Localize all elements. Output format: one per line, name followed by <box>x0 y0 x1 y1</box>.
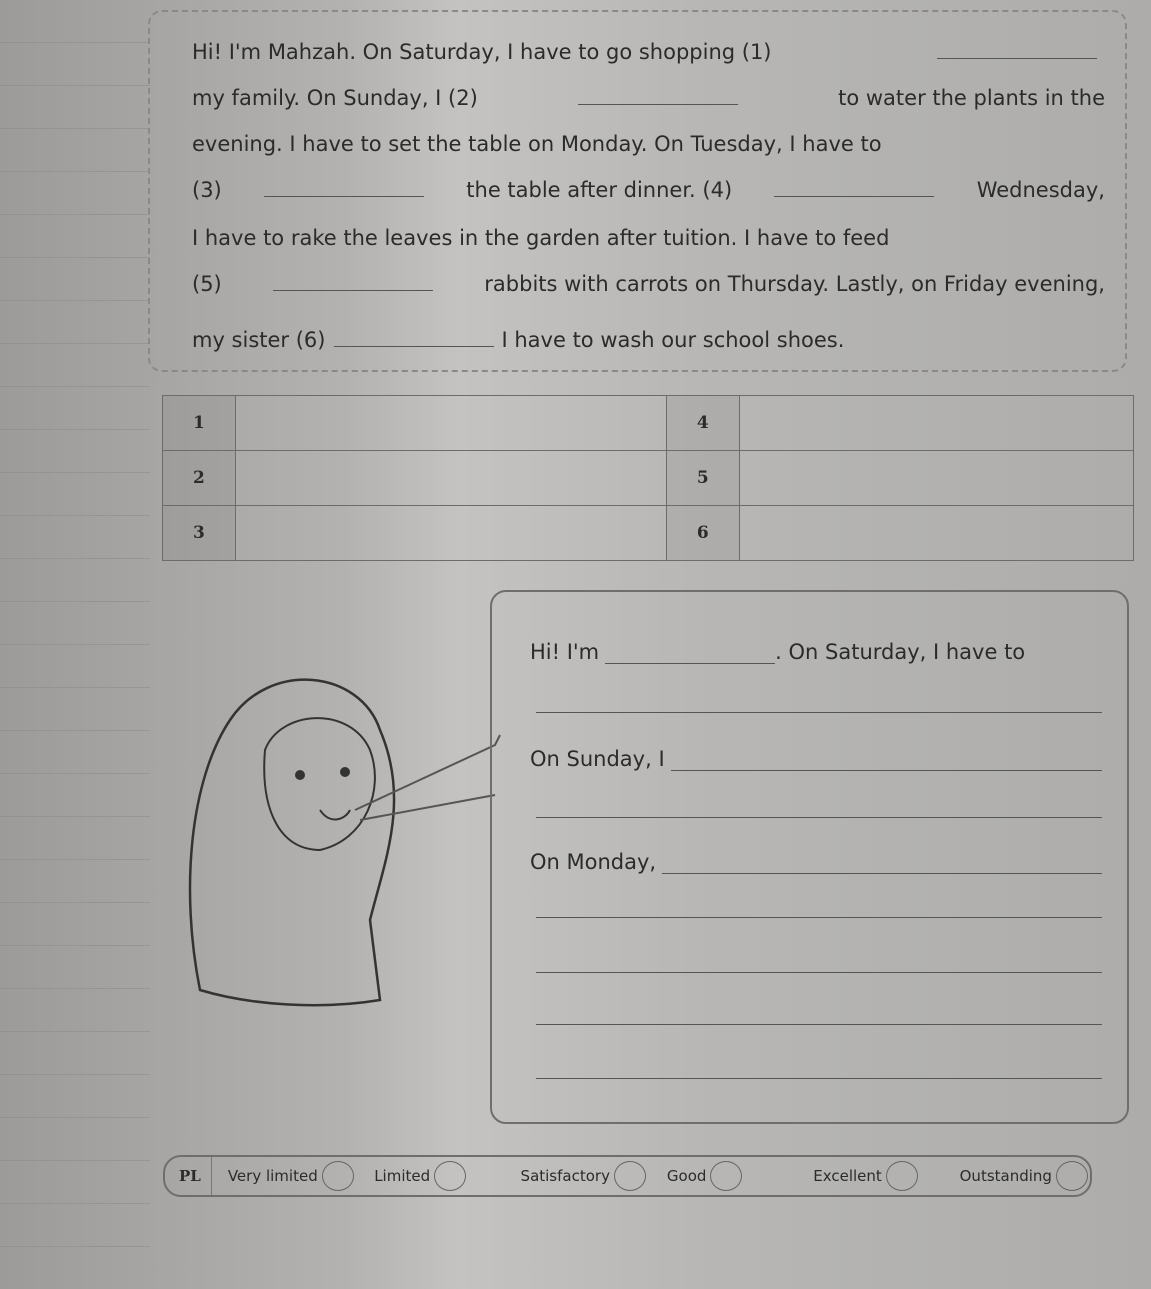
passage-text: my family. On Sunday, I (2) <box>192 86 478 110</box>
answer-blank <box>334 328 494 347</box>
passage-box <box>148 10 1127 372</box>
answer-line[interactable] <box>536 952 1102 973</box>
table-row <box>163 396 1134 451</box>
rubric-option-outstanding[interactable] <box>960 1161 1090 1191</box>
passage-text: evening. I have to set the table on Monday. On Tuesday, I have to <box>192 132 882 156</box>
passage-text: Wednesday, <box>976 178 1105 202</box>
row-number: 5 <box>666 451 739 506</box>
bubble-line-6 <box>530 897 1102 918</box>
passage-text: I have to rake the leaves in the garden after tuition. I have to feed <box>192 226 890 250</box>
answer-blank <box>578 86 738 105</box>
speech-bubble <box>490 590 1129 1124</box>
passage-text: my sister (6) <box>192 328 326 352</box>
passage-text: (3) <box>192 178 222 202</box>
bubble-line-2 <box>530 692 1102 713</box>
bubble-text: On Sunday, I <box>530 747 665 771</box>
answer-blank <box>937 40 1097 59</box>
option-circle[interactable] <box>434 1161 466 1191</box>
bubble-line-8 <box>530 1004 1102 1025</box>
passage-text: rabbits with carrots on Thursday. Lastly, on Friday evening, <box>484 272 1105 296</box>
answer-cell[interactable] <box>739 451 1133 506</box>
option-label: Very limited <box>227 1167 318 1185</box>
answer-line[interactable] <box>671 750 1102 771</box>
row-number: 4 <box>666 396 739 451</box>
passage-text: to water the plants in the <box>838 86 1105 110</box>
bubble-line-4 <box>530 797 1102 818</box>
option-circle[interactable] <box>1056 1161 1088 1191</box>
row-number: 2 <box>163 451 236 506</box>
bubble-line-7 <box>530 952 1102 973</box>
answer-cell[interactable] <box>235 451 666 506</box>
passage-text: the table after dinner. (4) <box>466 178 733 202</box>
bubble-text: Hi! I'm <box>530 640 600 664</box>
rubric-option-excellent[interactable] <box>813 1161 943 1191</box>
passage-line-7 <box>192 328 1105 352</box>
answer-line[interactable] <box>536 797 1102 818</box>
option-circle[interactable] <box>886 1161 918 1191</box>
answer-line[interactable] <box>536 897 1102 918</box>
passage-line-3 <box>192 132 1105 156</box>
row-number: 3 <box>163 506 236 561</box>
option-label: Good <box>666 1167 707 1185</box>
option-label: Limited <box>374 1167 431 1185</box>
answer-table <box>162 395 1134 561</box>
rubric-option-satisfactory[interactable] <box>521 1161 651 1191</box>
table-row <box>163 451 1134 506</box>
passage-line-1 <box>192 40 1105 64</box>
rubric-option-limited[interactable] <box>374 1161 504 1191</box>
pl-label: PL <box>165 1157 212 1195</box>
answer-line[interactable] <box>536 1058 1102 1079</box>
passage-text: Hi! I'm Mahzah. On Saturday, I have to go shopping (1) <box>192 40 772 64</box>
table-row <box>163 506 1134 561</box>
answer-blank <box>774 178 934 197</box>
performance-level-rubric <box>163 1155 1092 1197</box>
answer-line[interactable] <box>605 643 775 664</box>
option-circle[interactable] <box>710 1161 742 1191</box>
bubble-line-3 <box>530 747 1102 771</box>
answer-blank <box>273 272 433 291</box>
answer-cell[interactable] <box>235 396 666 451</box>
bubble-line-9 <box>530 1058 1102 1079</box>
option-label: Satisfactory <box>520 1167 610 1185</box>
passage-line-6 <box>192 272 1105 296</box>
option-circle[interactable] <box>614 1161 646 1191</box>
bubble-text: . On Saturday, I have to <box>775 640 1026 664</box>
answer-cell[interactable] <box>235 506 666 561</box>
girl-illustration <box>170 660 510 1060</box>
option-label: Outstanding <box>959 1167 1052 1185</box>
passage-text: I have to wash our school shoes. <box>501 328 845 352</box>
passage-line-4 <box>192 178 1105 202</box>
answer-line[interactable] <box>536 1004 1102 1025</box>
bubble-text: On Monday, <box>530 850 657 874</box>
bubble-line-1 <box>530 640 1102 664</box>
passage-line-2 <box>192 86 1105 110</box>
rubric-option-good[interactable] <box>667 1161 797 1191</box>
answer-cell[interactable] <box>739 506 1133 561</box>
bubble-line-5 <box>530 850 1102 874</box>
rubric-option-very-limited[interactable] <box>228 1161 358 1191</box>
ruled-notebook-margin <box>0 0 150 1289</box>
answer-blank <box>264 178 424 197</box>
answer-line[interactable] <box>536 692 1102 713</box>
answer-cell[interactable] <box>739 396 1133 451</box>
passage-line-5 <box>192 226 1105 250</box>
row-number: 6 <box>666 506 739 561</box>
option-label: Excellent <box>813 1167 882 1185</box>
passage-text: (5) <box>192 272 222 296</box>
answer-line[interactable] <box>662 853 1102 874</box>
option-circle[interactable] <box>322 1161 354 1191</box>
row-number: 1 <box>163 396 236 451</box>
